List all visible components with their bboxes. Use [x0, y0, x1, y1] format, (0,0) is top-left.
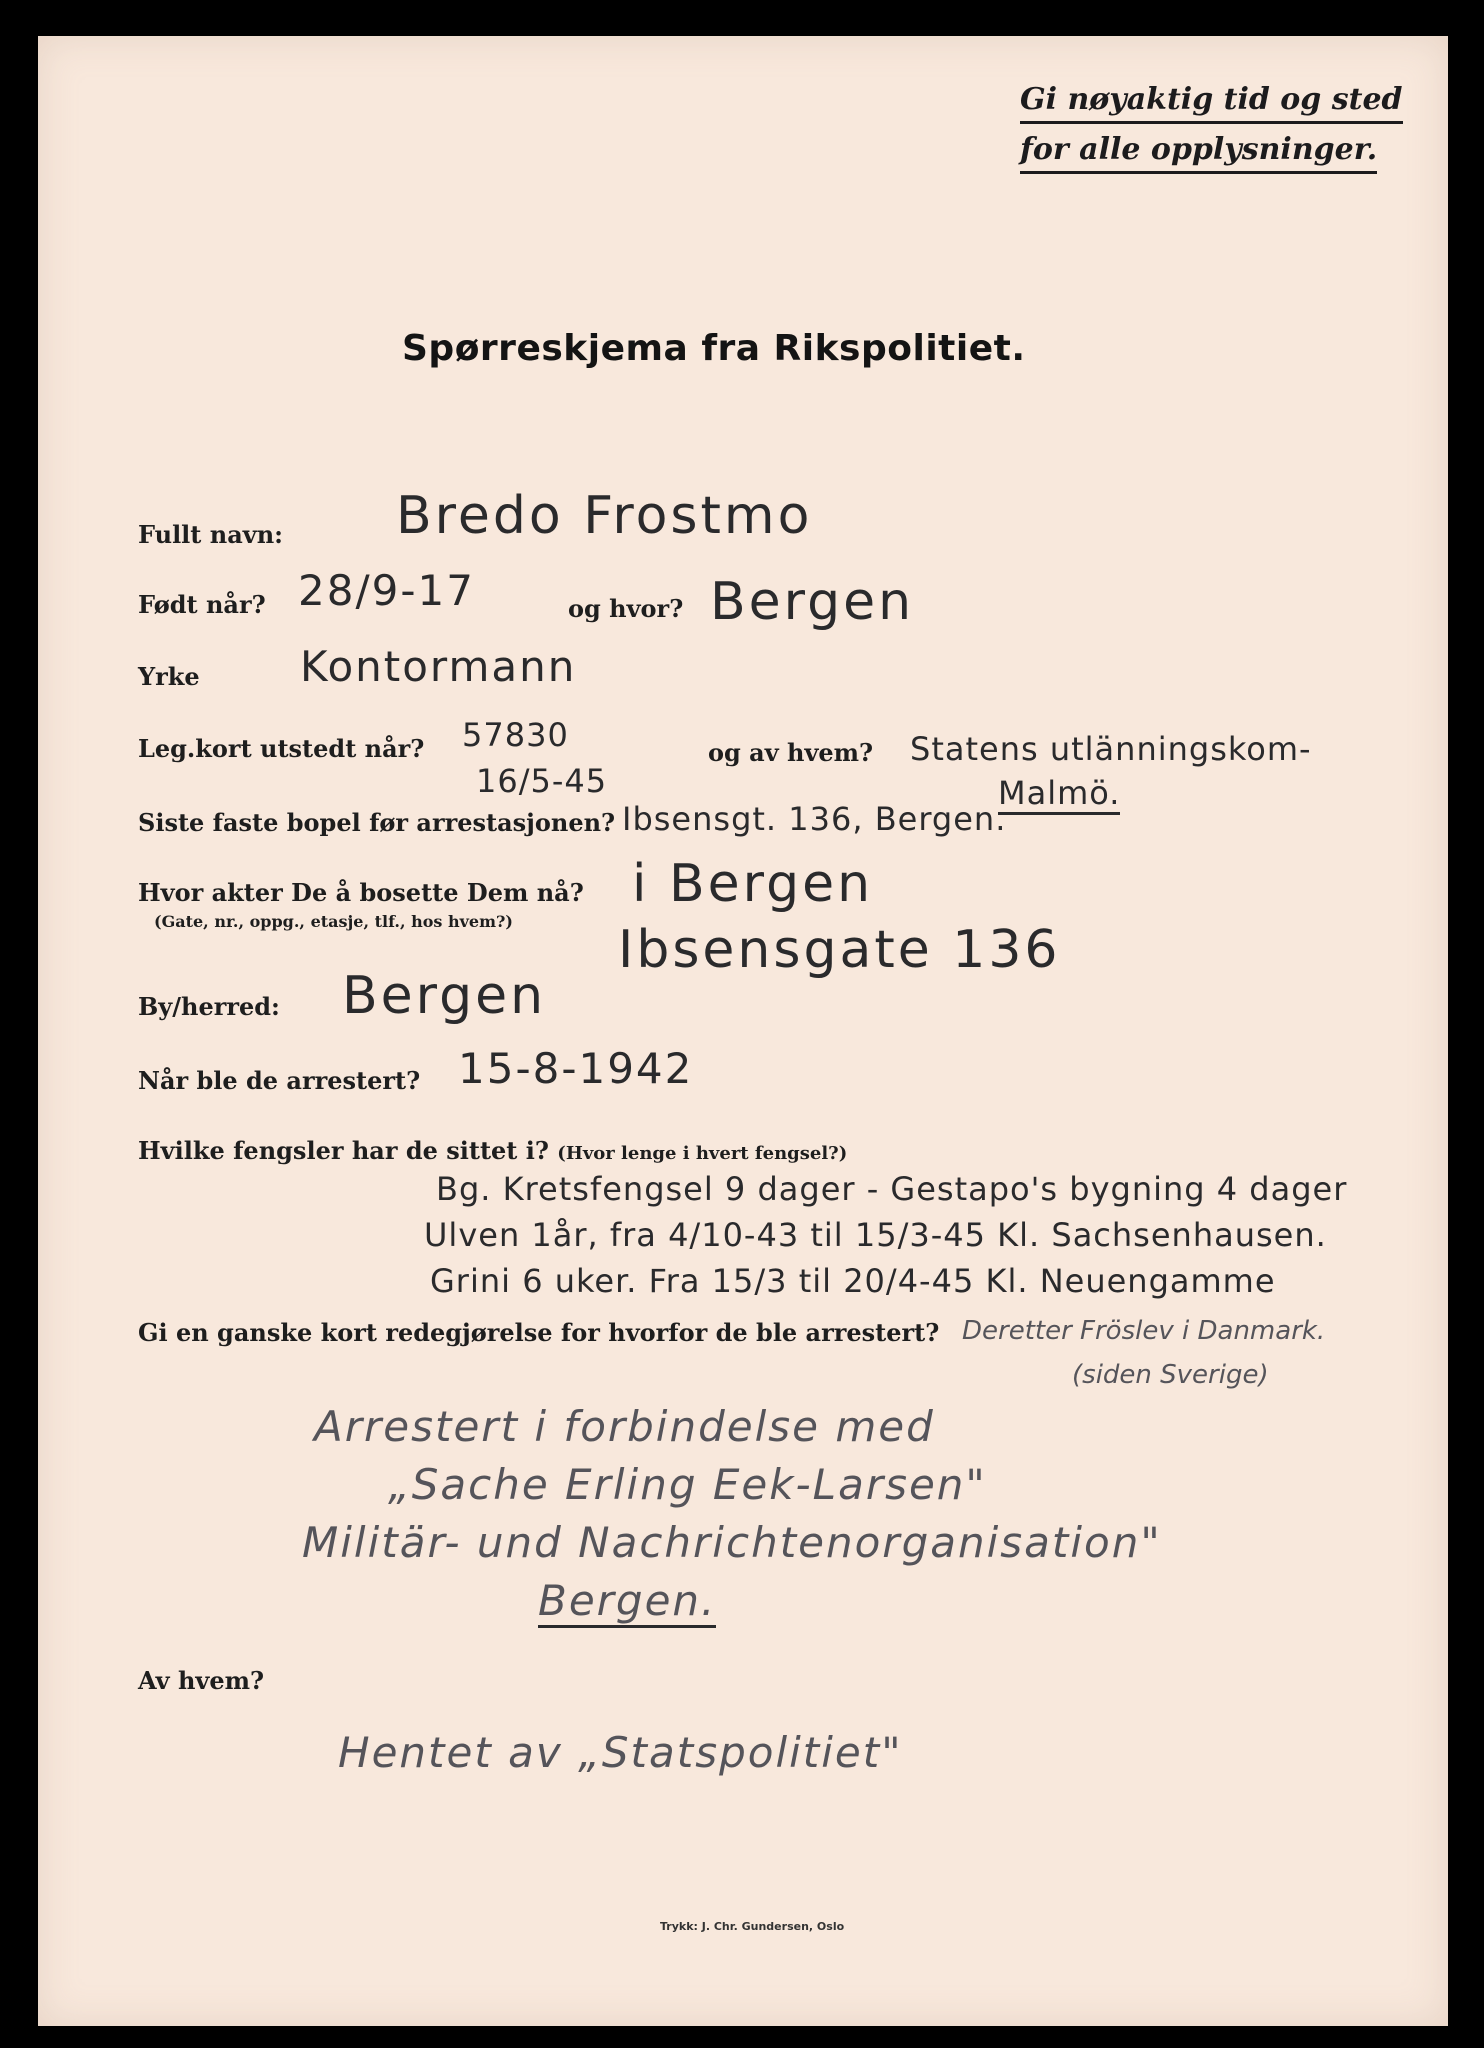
- settle-label: Hvor akter De å bosette Dem nå?: [138, 878, 584, 907]
- prisons-label: [138, 1136, 847, 1165]
- reason-line-4: Bergen.: [538, 1576, 716, 1628]
- settle-sublabel: (Gate, nr., oppg., etasje, tlf., hos hvem?): [154, 912, 513, 931]
- occupation-value: Kontormann: [300, 642, 577, 691]
- full-name-value: Bredo Frostmo: [396, 486, 813, 546]
- born-where-label: og hvor?: [568, 594, 684, 623]
- prisons-line-2: Ulven 1år, fra 4/10-43 til 15/3-45 Kl. Sachsenhausen.: [424, 1216, 1327, 1254]
- prisons-extra-line1: Deretter Fröslev i Danmark.: [962, 1316, 1326, 1346]
- prisons-line-1: Bg. Kretsfengsel 9 dager - Gestapo's bygning 4 dager: [436, 1170, 1348, 1208]
- municipality-value: Bergen: [342, 966, 547, 1026]
- by-whom-label: Av hvem?: [138, 1666, 265, 1695]
- born-when-label: Født når?: [138, 590, 266, 619]
- legkort-when-label: Leg.kort utstedt når?: [138, 734, 425, 763]
- by-whom-value: Hentet av „Statspolitiet": [338, 1728, 903, 1777]
- legkort-by-label: og av hvem?: [708, 738, 874, 767]
- settle-value-line2: Ibsensgate 136: [618, 920, 1061, 980]
- last-address-label: Siste faste bopel før arrestasjonen?: [138, 808, 616, 837]
- arrested-when-label: Når ble de arrestert?: [138, 1066, 421, 1095]
- header-note-line1: Gi nøyaktig tid og sted: [1020, 82, 1403, 124]
- occupation-label: Yrke: [138, 662, 200, 691]
- prisons-line-3: Grini 6 uker. Fra 15/3 til 20/4-45 Kl. Neuengamme: [430, 1262, 1276, 1300]
- reason-line-2: „Sache Erling Eek-Larsen": [388, 1460, 987, 1509]
- last-address-value: Ibsensgt. 136, Bergen.: [622, 800, 1007, 838]
- printer-credit: Trykk: J. Chr. Gundersen, Oslo: [660, 1920, 845, 1933]
- arrested-when-value: 15-8-1942: [458, 1044, 694, 1093]
- legkort-by-value-line1: Statens utlänningskom-: [910, 730, 1312, 768]
- municipality-label: By/herred:: [138, 992, 280, 1021]
- reason-label: Gi en ganske kort redegjørelse for hvorfor de ble arrestert?: [138, 1318, 940, 1347]
- legkort-by-value-line2: Malmö.: [998, 774, 1120, 815]
- born-when-value: 28/9-17: [298, 566, 475, 615]
- form-page: [38, 36, 1448, 2026]
- form-title: Spørreskjema fra Rikspolitiet.: [402, 328, 1026, 369]
- legkort-date-value: 16/5-45: [476, 762, 608, 800]
- born-where-value: Bergen: [710, 572, 915, 632]
- prisons-extra-line2: (siden Sverige): [1072, 1360, 1269, 1390]
- reason-line-1: Arrestert i forbindelse med: [314, 1402, 935, 1451]
- full-name-label: Fullt navn:: [138, 520, 283, 549]
- prisons-sublabel: (Hvor lenge i hvert fengsel?): [557, 1143, 848, 1164]
- reason-line-3: Militär- und Nachrichtenorganisation": [302, 1518, 1162, 1567]
- legkort-number-value: 57830: [462, 716, 569, 754]
- header-note-line2: for alle opplysninger.: [1020, 132, 1377, 174]
- prisons-label-text: Hvilke fengsler har de sittet i?: [138, 1136, 549, 1165]
- settle-value-line1: i Bergen: [632, 854, 874, 914]
